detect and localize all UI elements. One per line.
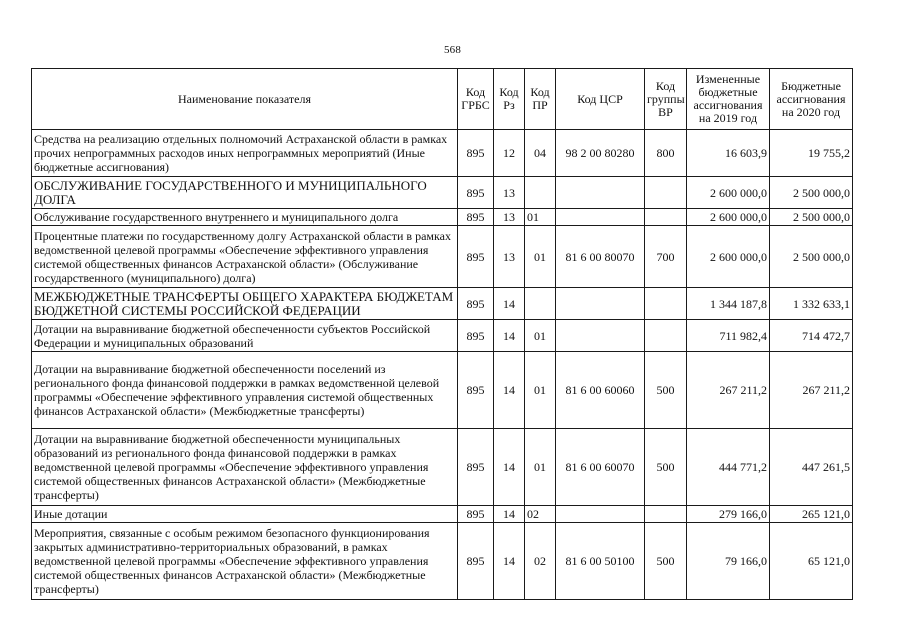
header-vr: Код группы ВР (645, 69, 687, 130)
row-csr (556, 177, 645, 209)
row-grbs: 895 (458, 352, 494, 429)
row-csr (556, 506, 645, 523)
row-rz: 14 (494, 523, 525, 600)
row-name: Обслуживание государственного внутреннего и муниципального долга (32, 209, 458, 226)
header-2020: Бюджетные ассигнования на 2020 год (770, 69, 853, 130)
table-row (32, 226, 853, 288)
row-csr (556, 288, 645, 320)
row-2020: 714 472,7 (770, 320, 853, 352)
row-grbs: 895 (458, 288, 494, 320)
header-rz: Код Рз (494, 69, 525, 130)
row-rz: 13 (494, 226, 525, 288)
row-grbs: 895 (458, 177, 494, 209)
table-row (32, 352, 853, 429)
row-vr: 500 (645, 523, 687, 600)
row-vr (645, 320, 687, 352)
row-pr: 02 (525, 506, 556, 523)
row-2019: 267 211,2 (687, 352, 770, 429)
header-name: Наименование показателя (32, 69, 458, 130)
row-2020: 1 332 633,1 (770, 288, 853, 320)
table-row (32, 177, 853, 209)
row-2019: 279 166,0 (687, 506, 770, 523)
row-csr: 81 6 00 80070 (556, 226, 645, 288)
row-name: Дотации на выравнивание бюджетной обеспеченности поселений из регионального фонда финансовой поддержки в рамках ведомственной целевой программы «Обеспечение эффективного управления системой общественных финансов Астраханской области» (Межбюджетные трансферты) (32, 352, 458, 429)
header-grbs: Код ГРБС (458, 69, 494, 130)
row-name: МЕЖБЮДЖЕТНЫЕ ТРАНСФЕРТЫ ОБЩЕГО ХАРАКТЕРА БЮДЖЕТАМ БЮДЖЕТНОЙ СИСТЕМЫ РОССИЙСКОЙ ФЕДЕРАЦИИ (32, 288, 458, 320)
row-pr: 01 (525, 226, 556, 288)
row-csr: 81 6 00 50100 (556, 523, 645, 600)
row-2020: 265 121,0 (770, 506, 853, 523)
row-rz: 12 (494, 130, 525, 177)
row-name: Процентные платежи по государственному долгу Астраханской области в рамках ведомственной целевой программы «Обеспечение эффективного управления системой общественных финансов Астраханской области» (Обслуживание государственного (муниципального) долга) (32, 226, 458, 288)
row-grbs: 895 (458, 429, 494, 506)
table-row (32, 523, 853, 600)
row-name: Дотации на выравнивание бюджетной обеспеченности субъектов Российской Федерации и муниципальных образований (32, 320, 458, 352)
row-pr: 04 (525, 130, 556, 177)
row-pr: 01 (525, 209, 556, 226)
header-csr: Код ЦСР (556, 69, 645, 130)
row-rz: 14 (494, 320, 525, 352)
row-2019: 2 600 000,0 (687, 209, 770, 226)
row-pr (525, 177, 556, 209)
row-vr (645, 177, 687, 209)
table-header-row (32, 69, 853, 130)
row-2019: 79 166,0 (687, 523, 770, 600)
row-pr: 02 (525, 523, 556, 600)
table-row (32, 288, 853, 320)
row-name: ОБСЛУЖИВАНИЕ ГОСУДАРСТВЕННОГО И МУНИЦИПАЛЬНОГО ДОЛГА (32, 177, 458, 209)
row-2020: 447 261,5 (770, 429, 853, 506)
row-name: Мероприятия, связанные с особым режимом безопасного функционирования закрытых административно-территориальных образований, в рамках ведомственной целевой программы «Обеспечение эффективного управления системой общественных финансов Астраханской области» (Межбюджетные трансферты) (32, 523, 458, 600)
row-2020: 2 500 000,0 (770, 226, 853, 288)
row-vr: 800 (645, 130, 687, 177)
row-vr (645, 506, 687, 523)
row-2019: 1 344 187,8 (687, 288, 770, 320)
row-2019: 2 600 000,0 (687, 226, 770, 288)
header-2019: Измененные бюджетные ассигнования на 2019 год (687, 69, 770, 130)
row-2020: 2 500 000,0 (770, 209, 853, 226)
row-2019: 2 600 000,0 (687, 177, 770, 209)
row-2020: 2 500 000,0 (770, 177, 853, 209)
table-row (32, 429, 853, 506)
row-name: Средства на реализацию отдельных полномочий Астраханской области в рамках прочих непрограммных расходов иных непрограммных мероприятий (Иные бюджетные ассигнования) (32, 130, 458, 177)
table-row (32, 506, 853, 523)
row-2019: 711 982,4 (687, 320, 770, 352)
row-csr (556, 320, 645, 352)
row-grbs: 895 (458, 209, 494, 226)
row-vr: 700 (645, 226, 687, 288)
row-name: Иные дотации (32, 506, 458, 523)
row-rz: 14 (494, 352, 525, 429)
budget-table (31, 68, 853, 600)
row-vr (645, 288, 687, 320)
row-pr: 01 (525, 429, 556, 506)
row-name: Дотации на выравнивание бюджетной обеспеченности муниципальных образований из регионального фонда финансовой поддержки в рамках ведомственной целевой программы «Обеспечение эффективного управления системой общественных финансов Астраханской области» (Межбюджетные трансферты) (32, 429, 458, 506)
row-vr: 500 (645, 352, 687, 429)
row-grbs: 895 (458, 130, 494, 177)
row-rz: 14 (494, 288, 525, 320)
row-grbs: 895 (458, 226, 494, 288)
header-pr: Код ПР (525, 69, 556, 130)
table-row (32, 320, 853, 352)
row-vr (645, 209, 687, 226)
row-grbs: 895 (458, 523, 494, 600)
row-2020: 19 755,2 (770, 130, 853, 177)
row-2020: 65 121,0 (770, 523, 853, 600)
row-grbs: 895 (458, 320, 494, 352)
row-pr (525, 288, 556, 320)
table-row (32, 209, 853, 226)
row-csr: 81 6 00 60070 (556, 429, 645, 506)
row-rz: 13 (494, 177, 525, 209)
row-pr: 01 (525, 352, 556, 429)
row-2019: 16 603,9 (687, 130, 770, 177)
row-rz: 14 (494, 429, 525, 506)
row-pr: 01 (525, 320, 556, 352)
row-csr (556, 209, 645, 226)
row-rz: 14 (494, 506, 525, 523)
row-rz: 13 (494, 209, 525, 226)
row-csr: 81 6 00 60060 (556, 352, 645, 429)
row-2020: 267 211,2 (770, 352, 853, 429)
row-csr: 98 2 00 80280 (556, 130, 645, 177)
table-row (32, 130, 853, 177)
row-2019: 444 771,2 (687, 429, 770, 506)
row-vr: 500 (645, 429, 687, 506)
page-number: 568 (443, 44, 462, 56)
row-grbs: 895 (458, 506, 494, 523)
